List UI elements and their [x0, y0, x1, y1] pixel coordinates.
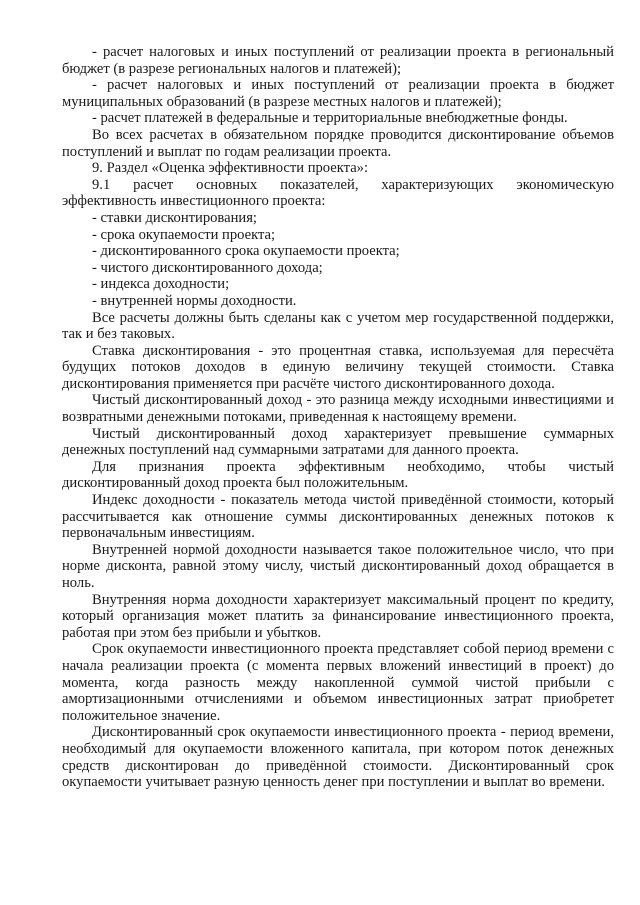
list-item: - ставки дисконтирования;	[92, 209, 257, 226]
paragraph-discounted-payback: Дисконтированный срок окупаемости инвестиционного проекта - период времени, необходимый для окупаемости вложенного капитала, при котором поток денежных средств дисконтирован до приведённой стоимости. Дисконтированный срок окупаемости учитывает разную ценность денег при поступлении и выплат во времени.	[62, 724, 614, 791]
list-item: - внутренней нормы доходности.	[92, 292, 297, 309]
paragraph-irr-characteristic: Внутренняя норма доходности характеризует максимальный процент по кредиту, который организация может платить за финансирование инвестиционного проекта, работая при этом без прибыли и убытков.	[62, 591, 614, 641]
paragraph-profitability-index: Индекс доходности - показатель метода чистой приведённой стоимости, который рассчитывается как отношение суммы дисконтированных денежных потоков к первоначальным инвестициям.	[62, 492, 614, 542]
list-item: - дисконтированного срока окупаемости проекта;	[92, 243, 400, 260]
paragraph-irr-definition: Внутренней нормой доходности называется такое положительное число, что при норме дисконта, равной этому числу, чистый дисконтированный доход обращается в ноль.	[62, 541, 614, 591]
paragraph-discounting: Во всех расчетах в обязательном порядке проводится дисконтирование объемов поступлений и выплат по годам реализации проекта.	[62, 126, 614, 160]
list-item: - срока окупаемости проекта;	[92, 226, 276, 243]
paragraph-payback-period: Срок окупаемости инвестиционного проекта представляет собой период времени с начала реализации проекта (с момента первых вложений инвестиций в проект) до момента, когда разность между накопленной суммой чистой прибыли с амортизационными отчислениями и объемом инвестиционных затрат приобретет положительное значение.	[62, 641, 614, 724]
document-page	[62, 44, 614, 791]
bullet-extrabudgetary-funds: - расчет платежей в федеральные и территориальные внебюджетные фонды.	[92, 110, 568, 127]
paragraph-indicators: 9.1 расчет основных показателей, характеризующих экономическую эффективность инвестиционного проекта:	[62, 176, 614, 210]
paragraph-discount-rate: Ставка дисконтирования - это процентная ставка, используемая для пересчёта будущих потоков доходов в единую величину текущей стоимости. Ставка дисконтирования применяется при расчёте чистого дисконтированного дохода.	[62, 342, 614, 392]
paragraph-npv-characteristic: Чистый дисконтированный доход характеризует превышение суммарных денежных поступлений над суммарными затратами для данного проекта.	[62, 425, 614, 459]
paragraph-npv-positive: Для признания проекта эффективным необходимо, чтобы чистый дисконтированный доход проекта был положительным.	[62, 458, 614, 492]
list-item: - чистого дисконтированного дохода;	[92, 259, 323, 276]
paragraph-state-support: Все расчеты должны быть сделаны как с учетом мер государственной поддержки, так и без таковых.	[62, 309, 614, 343]
section-heading-efficiency: 9. Раздел «Оценка эффективности проекта»:	[92, 160, 369, 177]
paragraph-npv-definition: Чистый дисконтированный доход - это разница между исходными инвестициями и возвратными денежными потоками, приведенная к настоящему времени.	[62, 392, 614, 426]
bullet-municipal-budget: - расчет налоговых и иных поступлений от реализации проекта в бюджет муниципальных образований (в разрезе местных налогов и платежей);	[62, 77, 614, 110]
list-item: - индекса доходности;	[92, 276, 230, 293]
bullet-regional-budget: - расчет налоговых и иных поступлений от реализации проекта в региональный бюджет (в разрезе региональных налогов и платежей);	[62, 44, 614, 77]
